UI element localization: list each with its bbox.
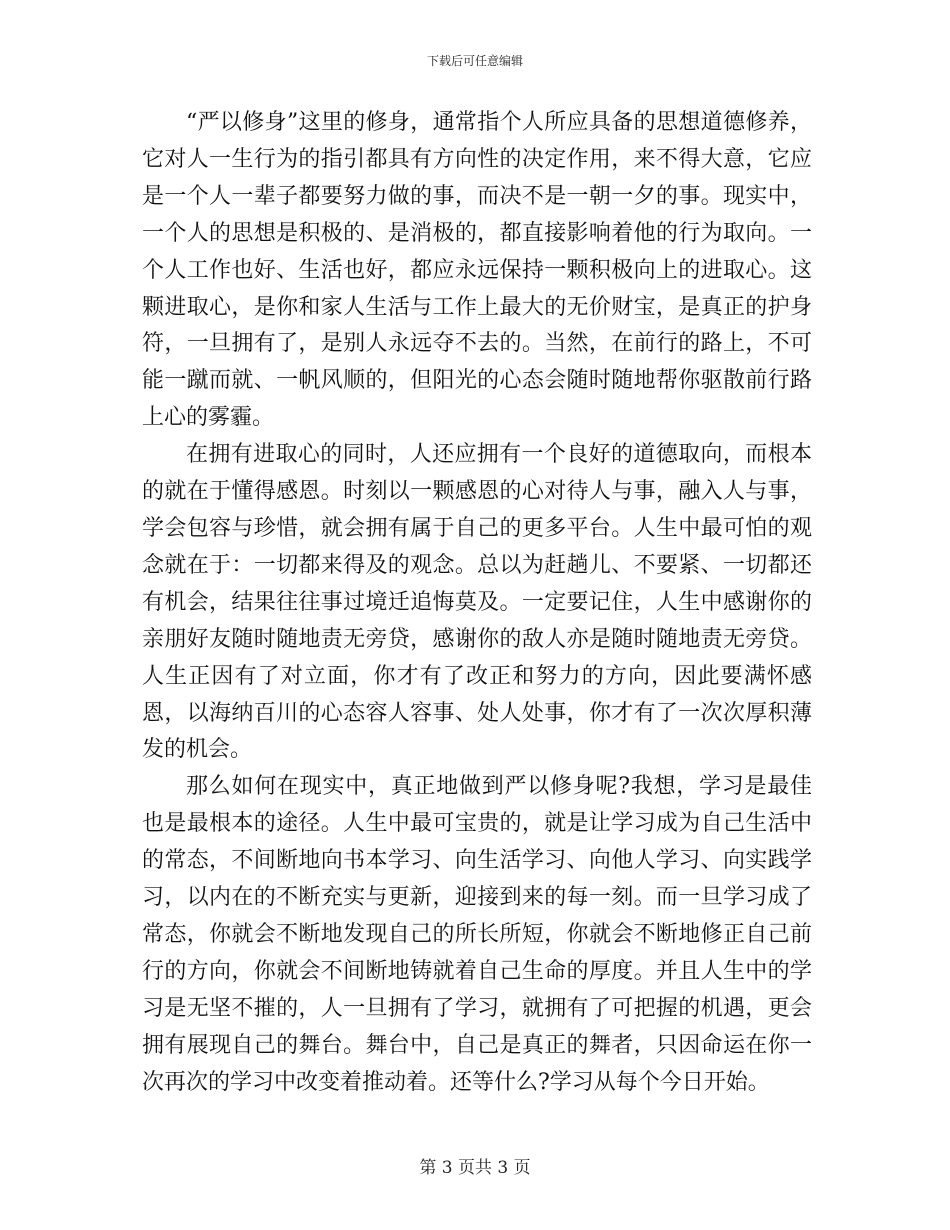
page-header: 下载后可任意编辑 <box>426 54 523 68</box>
paragraph-1: “严以修身”这里的修身，通常指个人所应具备的思想道德修养，它对人一生行为的指引都具有方向性的决定作用，来不得大意，它应是一个人一辈子都要努力做的事，而决不是一朝一夕的事。现实中，一个人的思想是积极的、是消极的，都直接影响着他的行为取向。一个人工作也好、生活也好，都应永远保持一颗积极向上的进取心。这颗进取心，是你和家人生活与工作上最大的无价财宝，是真正的护身符，一旦拥有了，是别人永远夺不去的。当然，在前行的路上，不可能一蹴而就、一帆风顺的，但阳光的心态会随时随地帮你驱散前行路上心的雾霾。 <box>142 110 812 431</box>
paragraph-3: 那么如何在现实中，真正地做到严以修身呢?我想，学习是最佳也是最根本的途径。人生中最可宝贵的，就是让学习成为自己生活中的常态，不间断地向书本学习、向生活学习、向他人学习、向实践学习，以内在的不断充实与更新，迎接到来的每一刻。而一旦学习成了常态，你就会不断地发现自己的所长所短，你就会不断地修正自己前行的方向，你就会不间断地铸就着自己生命的厚度。并且人生中的学习是无坚不摧的，人一旦拥有了学习，就拥有了可把握的机遇，更会拥有展现自己的舞台。舞台中，自己是真正的舞者，只因命运在你一次再次的学习中改变着推动着。还等什么?学习从每个今日开始。 <box>142 774 812 1095</box>
page-number: 第 3 页共 3 页 <box>419 1158 531 1178</box>
document-body <box>142 105 812 1101</box>
paragraph-2: 在拥有进取心的同时，人还应拥有一个良好的道德取向，而根本的就在于懂得感恩。时刻以一颗感恩的心对待人与事，融入人与事，学会包容与珍惜，就会拥有属于自己的更多平台。人生中最可怕的观念就在于：一切都来得及的观念。总以为赶趟儿、不要紧、一切都还有机会，结果往往事过境迁追悔莫及。一定要记住，人生中感谢你的亲朋好友随时随地责无旁贷，感谢你的敌人亦是随时随地责无旁贷。人生正因有了对立面，你才有了改正和努力的方向，因此要满怀感恩，以海纳百川的心态容人容事、处人处事，你才有了一次次厚积薄发的机会。 <box>142 442 812 763</box>
